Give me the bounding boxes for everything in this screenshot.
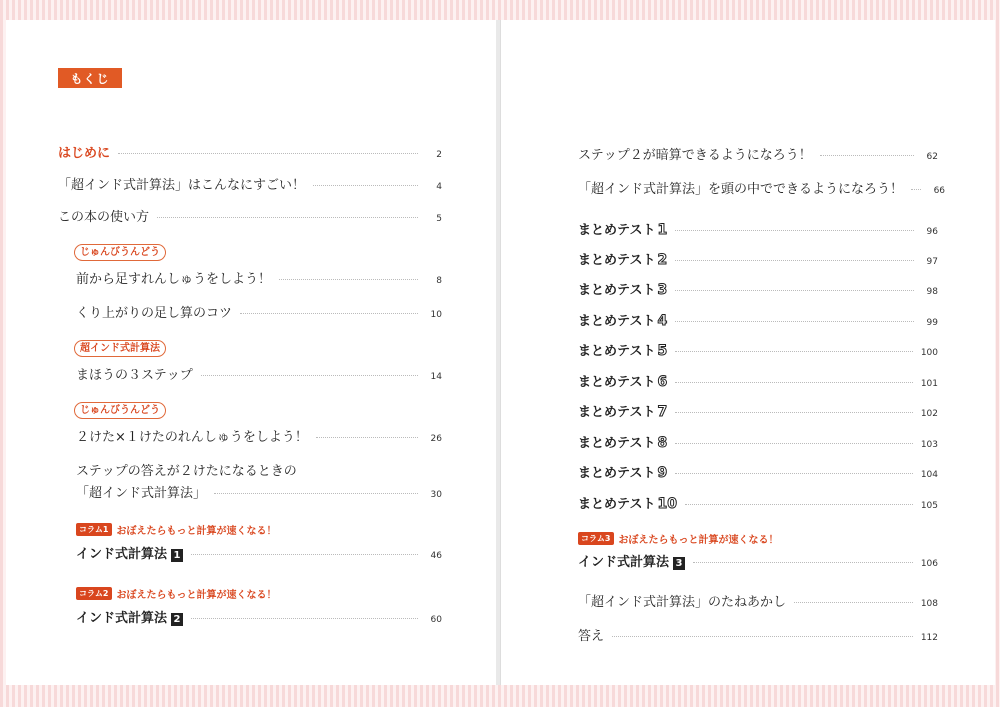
section-label: 超インド式計算法 bbox=[74, 340, 166, 357]
toc-entry[interactable]: 前から足すれんしゅうをしよう！ 8 bbox=[76, 272, 442, 287]
toc-entry[interactable]: 「超インド式計算法」はこんなにすごい！ 4 bbox=[58, 178, 442, 193]
toc-test-entry[interactable]: まとめテスト 1 96 bbox=[578, 222, 938, 238]
section-label: じゅんびうんどう bbox=[74, 244, 166, 261]
toc-entry[interactable]: ステップ２が暗算できるようになろう！ 62 bbox=[578, 148, 938, 163]
toc-title: もくじ bbox=[58, 68, 122, 88]
toc-test-entry[interactable]: まとめテスト 3 98 bbox=[578, 282, 938, 298]
toc-entry[interactable]: インド式計算法 3 106 bbox=[578, 555, 938, 570]
column-tag: コラム3 おぼえたらもっと計算が速くなる！ bbox=[578, 531, 779, 546]
toc-test-entry[interactable]: まとめテスト 4 99 bbox=[578, 313, 938, 329]
section-label: じゅんびうんどう bbox=[74, 402, 166, 419]
left-page bbox=[6, 20, 497, 685]
right-page bbox=[500, 20, 995, 685]
toc-test-entry[interactable]: まとめテスト 10 105 bbox=[578, 496, 938, 512]
toc-entry-line1[interactable]: ステップの答えが２けたになるときの bbox=[76, 464, 297, 479]
toc-entry[interactable]: 答え 112 bbox=[578, 629, 938, 644]
toc-entry[interactable]: くり上がりの足し算のコツ 10 bbox=[76, 306, 442, 321]
toc-entry[interactable]: 「超インド式計算法」のたねあかし 108 bbox=[578, 595, 938, 610]
toc-entry[interactable]: インド式計算法 2 60 bbox=[76, 611, 442, 626]
toc-entry[interactable]: まほうの３ステップ 14 bbox=[76, 368, 442, 383]
toc-test-entry[interactable]: まとめテスト 6 101 bbox=[578, 374, 938, 390]
toc-entry[interactable]: はじめに 2 bbox=[58, 146, 442, 161]
toc-entry[interactable]: 「超インド式計算法」 30 bbox=[76, 486, 442, 501]
column-tag: コラム1 おぼえたらもっと計算が速くなる！ bbox=[76, 522, 277, 537]
column-tag: コラム2 おぼえたらもっと計算が速くなる！ bbox=[76, 586, 277, 601]
toc-test-entry[interactable]: まとめテスト 2 97 bbox=[578, 252, 938, 268]
toc-entry[interactable]: インド式計算法 1 46 bbox=[76, 547, 442, 562]
toc-test-entry[interactable]: まとめテスト 7 102 bbox=[578, 404, 938, 420]
toc-entry[interactable]: 「超インド式計算法」を頭の中でできるようになろう！ 66 bbox=[578, 182, 946, 197]
toc-test-entry[interactable]: まとめテスト 9 104 bbox=[578, 465, 938, 481]
toc-test-entry[interactable]: まとめテスト 5 100 bbox=[578, 343, 938, 359]
toc-test-entry[interactable]: まとめテスト 8 103 bbox=[578, 435, 938, 451]
toc-entry[interactable]: この本の使い方 5 bbox=[58, 210, 442, 225]
toc-entry[interactable]: ２けた×１けたのれんしゅうをしよう！ 26 bbox=[76, 430, 442, 445]
